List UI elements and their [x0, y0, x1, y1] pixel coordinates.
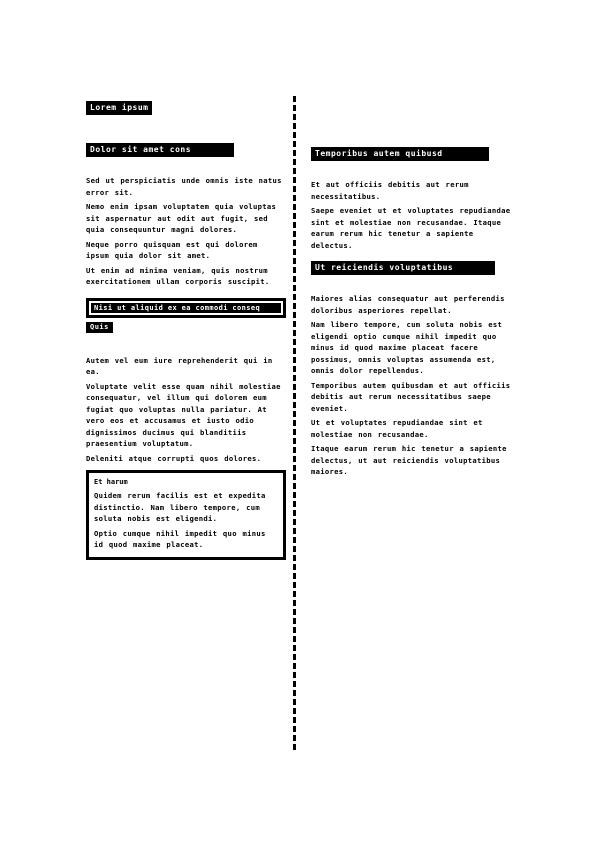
left-column — [86, 100, 286, 560]
left-section-2-body — [86, 355, 286, 465]
right-paragraph-3: Maiores alias consequatur aut perferendis doloribus asperiores repellat. — [311, 294, 505, 315]
section-tag: Lorem ipsum — [86, 101, 152, 115]
right-section-2-body — [311, 293, 511, 478]
callout-paragraph-2: Optio cumque nihil impedit quo minus id quod maxime placeat. — [94, 528, 266, 549]
right-paragraph-6: Ut et voluptates repudiandae sint et molestiae non recusandae. — [311, 418, 483, 439]
left-heading-2-line-1: Nisi ut aliquid ex ea commodi conseq — [91, 303, 281, 313]
right-column — [311, 147, 511, 481]
right-paragraph-5: Temporibus autem quibusdam et aut officiis debitis aut rerum necessitatibus saepe eveniet. — [311, 380, 511, 413]
callout-box-title: Et harum — [94, 478, 128, 486]
right-heading-1: Temporibus autem quibusd — [311, 147, 489, 161]
left-paragraph-3: Neque porro quisquam est qui dolorem ipsum quia dolor sit amet. — [86, 239, 258, 260]
left-paragraph-5: Autem vel eum iure reprehenderit qui in ea. — [86, 355, 273, 376]
left-paragraph-1: Sed ut perspiciatis unde omnis iste natus error sit. — [86, 176, 282, 197]
right-section-1-body — [311, 179, 511, 251]
right-paragraph-2: Saepe eveniet ut et voluptates repudiandae sint et molestiae non recusandae. Itaque earum rerum hic tenetur a sapiente delectus. — [311, 206, 511, 250]
column-divider — [293, 96, 296, 750]
right-paragraph-4: Nam libero tempore, cum soluta nobis est eligendi optio cumque nihil impedit quo minus id quod maxime placeat facere possimus, omnis voluptas assumenda est, omnis dolor repellendus. — [311, 320, 503, 375]
left-heading-1: Dolor sit amet cons — [86, 143, 234, 157]
right-paragraph-7: Itaque earum rerum hic tenetur a sapiente delectus, ut aut reiciendis voluptatibus maiores. — [311, 444, 507, 476]
left-paragraph-6: Voluptate velit esse quam nihil molestiae consequatur, vel illum qui dolorem eum fugiat quo voluptas nulla pariatur. At vero eos et accusamus et iusto odio dignissimos ducimus qui blanditiis praesentium voluptatum. — [86, 381, 281, 448]
callout-box — [86, 470, 286, 560]
left-section-1-body — [86, 175, 286, 288]
left-heading-2 — [86, 298, 286, 318]
left-paragraph-4: Ut enim ad minima veniam, quis nostrum exercitationem ullam corporis suscipit. — [86, 265, 270, 286]
callout-paragraph-1: Quidem rerum facilis est et expedita distinctio. Nam libero tempore, cum soluta nobis est eligendi. — [94, 491, 266, 523]
left-heading-2-line-2: Quis — [86, 322, 113, 333]
right-paragraph-1: Et aut officiis debitis aut rerum necessitatibus. — [311, 180, 469, 201]
left-paragraph-7: Deleniti atque corrupti quos dolores. — [86, 453, 262, 463]
right-heading-2: Ut reiciendis voluptatibus — [311, 261, 495, 275]
left-paragraph-2: Nemo enim ipsam voluptatem quia voluptas sit aspernatur aut odit aut fugit, sed quia consequuntur magni dolores. — [86, 202, 277, 234]
